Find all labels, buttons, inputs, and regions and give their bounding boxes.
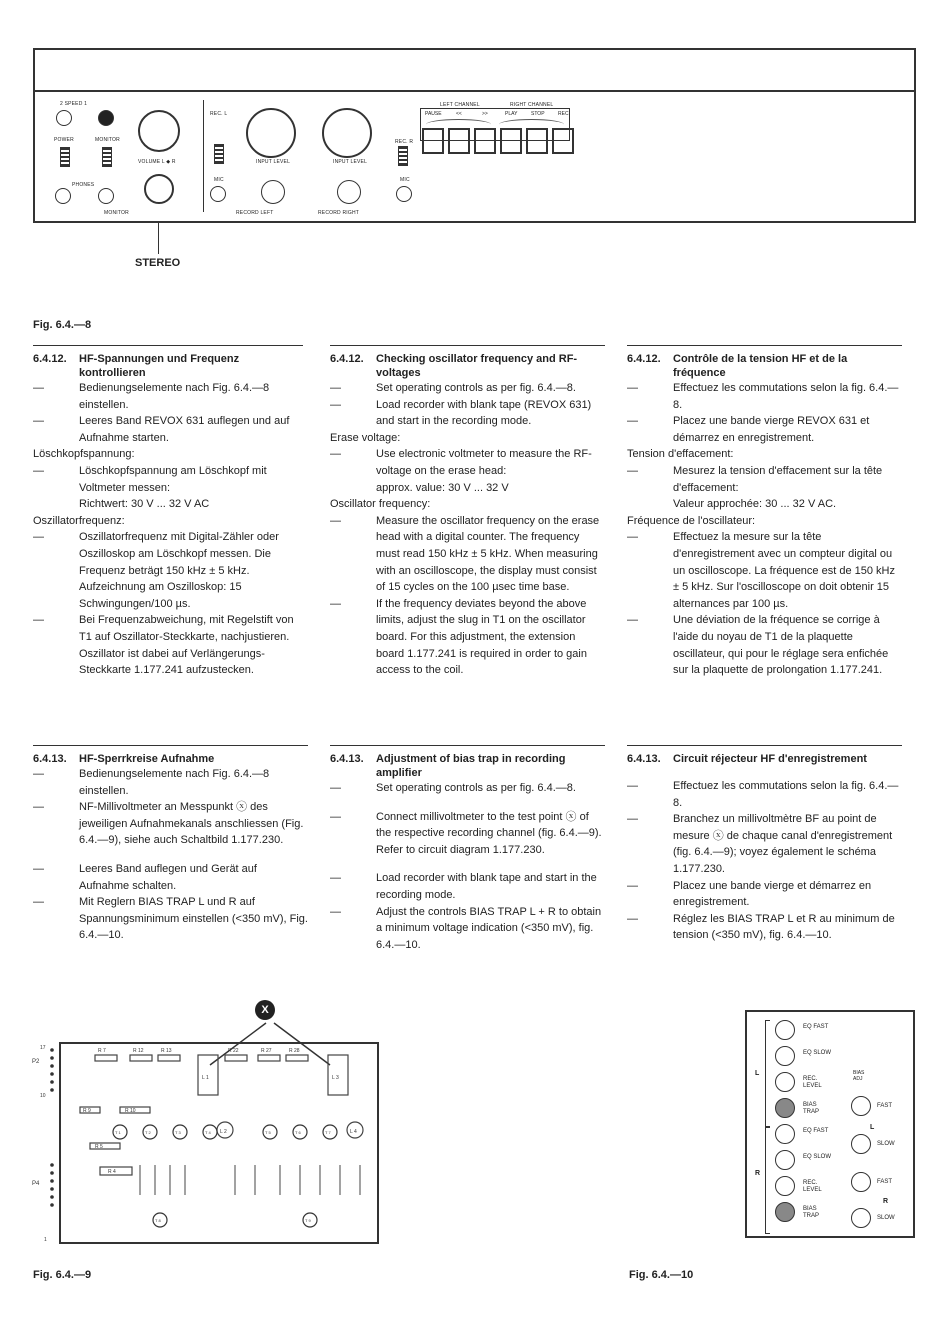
rule-fr-12	[627, 345, 902, 346]
paragraph-text: Löschkopfspannung am Löschkopf mit Voltmeter messen:	[79, 464, 267, 494]
label-r27: R 27	[261, 1048, 272, 1054]
pin-17-label: 17	[40, 1045, 46, 1051]
label-t1: T 1	[115, 1130, 121, 1135]
resistor-r13	[158, 1055, 180, 1061]
bias-adj-trimmer-icon	[851, 1208, 871, 1228]
bias-l-label: L	[870, 1124, 875, 1131]
paragraph: Richtwert: 30 V ... 32 V AC	[79, 498, 210, 511]
paragraph-text: Effectuez les commutations selon la fig. 6.4.—8.	[673, 780, 899, 809]
bias-adj-label: SLOW	[877, 1215, 895, 1221]
label-t4: T 4	[205, 1130, 211, 1135]
trimmer-label: EQ FAST	[803, 1024, 829, 1030]
paragraph-text: Use electronic voltmeter to measure the RF-voltage on the erase head:	[376, 448, 592, 477]
resistor-r22	[225, 1055, 247, 1061]
paragraph-text: NF-Millivoltmeter an Messpunkt ⓧ des jeweiligen Aufnahmekanals anschliessen (Fig. 6.4.—9), siehe auch Schaltbild 1.177.230.	[79, 801, 304, 847]
section-13-de	[33, 752, 308, 944]
paragraph: — Leeres Band REVOX 631 auflegen und auf Aufnahme starten.	[33, 413, 308, 446]
section-title: Checking oscillator frequency and RF-voltages	[376, 353, 578, 379]
section-number: 6.4.13.	[330, 753, 364, 765]
rule-de-12	[33, 345, 303, 346]
pin-1-label: 1	[44, 1237, 47, 1243]
stop-label: STOP	[531, 111, 545, 117]
record-left-label: RECORD LEFT	[236, 210, 274, 216]
trimmer-icon	[775, 1046, 795, 1066]
paragraph: Tension d'effacement:	[627, 448, 734, 461]
section-title: HF-Sperrkreise Aufnahme	[79, 753, 215, 765]
input-selector-l-knob	[261, 180, 285, 204]
paragraph: — Bedienungselemente nach Fig. 6.4.—8 einstellen.	[33, 380, 308, 413]
paragraph: — Effectuez la mesure sur la tête d'enregistrement avec un compteur digital ou un oscilloscope. La fréquence est de 150 kHz ± 5 kHz. Sur l'oscilloscope on doit obtenir 15 alternances par 100 µs.	[627, 529, 902, 612]
circuit-board-drawing	[30, 1015, 390, 1265]
rec-r-label: REC. R	[395, 139, 414, 145]
paragraph	[330, 797, 605, 809]
section-number: 6.4.12.	[330, 353, 364, 365]
input-level-l-knob	[246, 108, 296, 158]
rule-en-12	[330, 345, 605, 346]
speed-label: 2 SPEED 1	[60, 101, 88, 107]
fast-forward-button	[474, 128, 496, 154]
paragraph	[627, 766, 902, 778]
paragraph: — Mesurez la tension d'effacement sur la tête d'effacement:	[627, 463, 902, 496]
label-r10: R 10	[125, 1108, 136, 1114]
paragraph: Erase voltage:	[330, 431, 401, 444]
section-title: Circuit réjecteur HF d'enregistrement	[673, 753, 867, 765]
mic-r-label: MIC	[400, 177, 410, 183]
input-level-l-label: INPUT LEVEL	[256, 159, 291, 165]
paragraph-text: Branchez un millivoltmètre BF au point de mesure ⓧ de chaque canal d'enregistrement (fig. 6.4.—9); voyez également le schéma 1.177.230.	[673, 813, 893, 875]
mic-l-jack	[210, 186, 226, 202]
phones-jack-right	[98, 188, 114, 204]
rec-button	[552, 128, 574, 154]
panel-divider	[203, 100, 204, 212]
section-title: HF-Spannungen und Frequenz kontrollieren	[79, 353, 240, 379]
paragraph: Fréquence de l'oscillateur:	[627, 514, 756, 527]
paragraph: — Mit Reglern BIAS TRAP L und R auf Spannungsminimum einstellen (<350 mV), Fig. 6.4.—10.	[33, 894, 308, 944]
play-label: PLAY	[505, 111, 518, 117]
bias-adj-label: SLOW	[877, 1141, 895, 1147]
rule-fr-13	[627, 745, 902, 746]
mic-l-label: MIC	[214, 177, 224, 183]
paragraph: — Bei Frequenzabweichung, mit Regelstift von T1 auf Oszillator-Steckkarte, nachjustieren. Oszillator ist dabei auf Verlängerungs-Steckkarte 1.177.241 aufzustecken.	[33, 612, 308, 678]
section-title: Contrôle de la tension HF et de la fréquence	[673, 353, 848, 379]
bias-r-label: R	[883, 1198, 889, 1205]
input-selector-r-knob	[337, 180, 361, 204]
paragraph: — Connect millivoltmeter to the test point ⓧ of the respective recording channel (fig. 6.4.—9). Refer to circuit diagram 1.177.230.	[330, 809, 605, 859]
label-l3: L 3	[332, 1075, 339, 1081]
trimmer-label: REC. LEVEL	[803, 1076, 822, 1089]
adjustment-layout-box	[745, 1010, 915, 1238]
paragraph	[330, 858, 605, 870]
label-t9: T 9	[305, 1218, 311, 1223]
stereo-selector-knob	[144, 174, 174, 204]
rewind-button	[448, 128, 470, 154]
trimmer-label: BIAS TRAP	[803, 1102, 820, 1115]
trimmer-icon	[775, 1176, 795, 1196]
paragraph-text: Leeres Band REVOX 631 auflegen und auf Aufnahme starten.	[79, 415, 290, 444]
label-r5: R 5	[95, 1144, 103, 1150]
bias-adj-trimmer-icon	[851, 1134, 871, 1154]
label-r28: R 28	[289, 1048, 300, 1054]
phones-jack-left	[55, 188, 71, 204]
rewind-label: <<	[456, 111, 462, 117]
monitor-switch	[102, 147, 112, 167]
fig-8-caption: Fig. 6.4.—8	[33, 319, 92, 331]
resistor-r28	[286, 1055, 308, 1061]
paragraph-text: Réglez les BIAS TRAP L et R au minimum de tension (<350 mV), fig. 6.4.—10.	[673, 912, 895, 942]
label-r12: R 12	[133, 1048, 144, 1054]
trimmer-icon	[775, 1150, 795, 1170]
label-r4: R 4	[108, 1169, 116, 1175]
test-point-marker-icon: X	[255, 1000, 275, 1020]
paragraph: — Effectuez les commutations selon la fig. 6.4.—8.	[627, 380, 902, 413]
paragraph: — Set operating controls as per fig. 6.4.—8.	[330, 380, 605, 397]
section-title: Adjustment of bias trap in recording amplifier	[376, 753, 566, 779]
paragraph-text: Oszillatorfrequenz mit Digital-Zähler oder Oszilloskop am Löschkopf messen. Die Frequenz beträgt 150 kHz ± 5 kHz. Aufzeichnung am Oszilloskop: 15 Schwingungen/100 µs.	[79, 531, 279, 610]
trimmer-icon	[775, 1020, 795, 1040]
paragraph: — Une déviation de la fréquence se corrige à l'aide du noyau de T1 de la plaquette oscillateur, qui pour le réglage sera enfichée sur la plaquette de prolongation 1.177.241.	[627, 612, 902, 678]
mic-r-jack	[396, 186, 412, 202]
trimmer-label: EQ SLOW	[803, 1154, 832, 1160]
resistor-r7	[95, 1055, 117, 1061]
paragraph: — Löschkopfspannung am Löschkopf mit Voltmeter messen:	[33, 463, 308, 496]
paragraph: — Branchez un millivoltmètre BF au point de mesure ⓧ de chaque canal d'enregistrement (fig. 6.4.—9); voyez également le schéma 1.177.230.	[627, 811, 902, 877]
label-t5: T 5	[265, 1130, 271, 1135]
channel-l-label: L	[755, 1070, 760, 1077]
paragraph: — Measure the oscillator frequency on the erase head with a digital counter. The frequency must read 150 kHz ± 5 kHz. When measuring with an oscilloscope, the display must consist of 15 cycles on the 100 µsec time base.	[330, 513, 605, 596]
rec-l-switch	[214, 144, 224, 164]
bracket-left-l	[765, 1020, 770, 1127]
trimmer-label: EQ FAST	[803, 1128, 829, 1134]
paragraph: — Bedienungselemente nach Fig. 6.4.—8 einstellen.	[33, 766, 308, 799]
section-heading	[627, 752, 902, 766]
resistor-r12	[130, 1055, 152, 1061]
monitor-bottom-label: MONITOR	[104, 210, 129, 216]
section-heading	[33, 352, 308, 380]
trimmer-icon	[775, 1072, 795, 1092]
bias-adj-trimmer-icon	[851, 1172, 871, 1192]
paragraph-text: Set operating controls as per fig. 6.4.—8.	[376, 782, 576, 794]
section-heading	[33, 752, 308, 766]
paragraph: — Effectuez les commutations selon la fig. 6.4.—8.	[627, 778, 902, 811]
paragraph: — Placez une bande vierge REVOX 631 et démarrez en enregistrement.	[627, 413, 902, 446]
bias-adj-trimmer-icon	[851, 1096, 871, 1116]
pause-label: PAUSE	[425, 111, 442, 117]
paragraph-text: Bei Frequenzabweichung, mit Regelstift von T1 auf Oszillator-Steckkarte, nachjustieren. Oszillator ist dabei auf Verlängerungs-Steckkarte 1.177.241 aufzustecken.	[79, 614, 294, 677]
paragraph: Löschkopfspannung:	[33, 448, 135, 461]
speed-2-button	[56, 110, 72, 126]
section-13-fr	[627, 752, 902, 944]
paragraph-text: Mesurez la tension d'effacement sur la tête d'effacement:	[673, 464, 883, 494]
paragraph-text: Set operating controls as per fig. 6.4.—8.	[376, 382, 576, 394]
paragraph-text: Une déviation de la fréquence se corrige à l'aide du noyau de T1 de la plaquette oscillateur, qui pour le réglage sera enfichée sur la plaquette de prolongation 1.177.241.	[673, 614, 889, 677]
paragraph-text: Load recorder with blank tape and start in the recording mode.	[376, 872, 597, 901]
section-number: 6.4.13.	[33, 753, 67, 765]
fig-10-caption: Fig. 6.4.—10	[629, 1269, 694, 1281]
label-r7: R 7	[98, 1048, 106, 1054]
section-13-en	[330, 752, 605, 953]
phones-label: PHONES	[72, 182, 95, 188]
paragraph-text: Adjust the controls BIAS TRAP L + R to obtain a minimum voltage indication (<350 mV), fig. 6.4.—10.	[376, 905, 602, 951]
paragraph: approx. value: 30 V ... 32 V	[376, 481, 509, 494]
label-l1: L 1	[202, 1075, 209, 1081]
paragraph-text: Placez une bande vierge et démarrez en enregistrement.	[673, 879, 872, 909]
paragraph: — Placez une bande vierge et démarrez en enregistrement.	[627, 878, 902, 911]
label-l2: L 2	[220, 1129, 227, 1135]
play-button	[500, 128, 522, 154]
section-number: 6.4.12.	[627, 353, 661, 365]
paragraph-text: Load recorder with blank tape (REVOX 631) and start in the recording mode.	[376, 398, 592, 428]
stop-button	[526, 128, 548, 154]
bias-trap-trimmer-icon	[775, 1202, 795, 1222]
pin-10-label: 10	[40, 1093, 46, 1099]
paragraph: Oscillator frequency:	[330, 498, 431, 511]
trimmer-icon	[775, 1124, 795, 1144]
paragraph-text: Placez une bande vierge REVOX 631 et démarrez en enregistrement.	[673, 415, 870, 444]
paragraph-text: If the frequency deviates beyond the above limits, adjust the slug in T1 on the oscillator board. For this adjustment, the extension board 1.177.241 is required in order to gain access to the coil.	[376, 597, 587, 677]
paragraph	[33, 849, 308, 861]
label-t2: T 2	[145, 1130, 151, 1135]
paragraph-text: Effectuez les commutations selon la fig. 6.4.—8.	[673, 382, 899, 411]
section-heading	[330, 352, 605, 380]
trimmer-label: EQ SLOW	[803, 1050, 832, 1056]
rec-r-switch	[398, 146, 408, 166]
rec-label: REC	[558, 111, 569, 117]
label-t3: T 3	[175, 1130, 181, 1135]
section-12-fr	[627, 352, 902, 679]
fig-9-caption: Fig. 6.4.—9	[33, 1269, 92, 1281]
power-label: POWER	[54, 137, 74, 143]
right-channel-label: RIGHT CHANNEL	[510, 102, 554, 108]
section-12-en	[330, 352, 605, 679]
power-switch	[60, 147, 70, 167]
paragraph: — If the frequency deviates beyond the above limits, adjust the slug in T1 on the oscillator board. For this adjustment, the extension board 1.177.241 is required in order to gain access to the coil.	[330, 596, 605, 679]
input-level-r-label: INPUT LEVEL	[333, 159, 368, 165]
rule-de-13	[33, 745, 308, 746]
left-channel-label: LEFT CHANNEL	[440, 102, 480, 108]
section-12-de	[33, 352, 308, 679]
bias-adj-label: FAST	[877, 1179, 893, 1185]
paragraph: — Load recorder with blank tape and start in the recording mode.	[330, 870, 605, 903]
label-r22: R 22	[228, 1048, 239, 1054]
fast-forward-label: >>	[482, 111, 488, 117]
section-number: 6.4.13.	[627, 753, 661, 765]
speed-1-button	[98, 110, 114, 126]
label-r13: R 13	[161, 1048, 172, 1054]
bias-adj-label: BIAS ADJ	[853, 1070, 865, 1082]
input-level-r-knob	[322, 108, 372, 158]
label-t8: T 8	[155, 1218, 161, 1223]
connector-p2-label: P2	[32, 1059, 40, 1065]
label-r9: R 9	[83, 1108, 91, 1114]
volume-label: VOLUME L ◆ R	[138, 159, 176, 165]
paragraph: Oszillatorfrequenz:	[33, 514, 125, 527]
section-heading	[330, 752, 605, 780]
trimmer-label: REC. LEVEL	[803, 1180, 822, 1193]
paragraph-text: Leeres Band auflegen und Gerät auf Aufnahme schalten.	[79, 862, 257, 892]
paragraph: — Adjust the controls BIAS TRAP L + R to obtain a minimum voltage indication (<350 mV), fig. 6.4.—10.	[330, 904, 605, 954]
bias-adj-label: FAST	[877, 1103, 893, 1109]
label-t6: T 6	[295, 1130, 301, 1135]
stereo-pointer-line	[158, 222, 159, 254]
monitor-label: MONITOR	[95, 137, 120, 143]
resistor-r27	[258, 1055, 280, 1061]
paragraph-text: Connect millivoltmeter to the test point ⓧ of the respective recording channel (fig. 6.4.—9). Refer to circuit diagram 1.177.230.	[376, 810, 602, 856]
paragraph: — Set operating controls as per fig. 6.4.—8.	[330, 780, 605, 797]
pause-button	[422, 128, 444, 154]
paragraph-text: Measure the oscillator frequency on the erase head with a digital counter. The frequency must read 150 kHz ± 5 kHz. When measuring with an oscilloscope, the display must consist of 15 cycles on the 100 µsec time base.	[376, 514, 600, 594]
section-heading	[627, 352, 902, 380]
paragraph-text: Bedienungselemente nach Fig. 6.4.—8 einstellen.	[79, 382, 270, 411]
bracket-left-r	[765, 1127, 770, 1234]
paragraph: — Use electronic voltmeter to measure the RF-voltage on the erase head:	[330, 446, 605, 479]
rule-en-13	[330, 745, 605, 746]
paragraph: Valeur approchée: 30 ... 32 V AC.	[673, 498, 837, 511]
label-t7: T 7	[325, 1130, 331, 1135]
paragraph-text: Mit Reglern BIAS TRAP L und R auf Spannungsminimum einstellen (<350 mV), Fig. 6.4.—10.	[79, 896, 308, 942]
paragraph: — Leeres Band auflegen und Gerät auf Aufnahme schalten.	[33, 861, 308, 894]
label-l4: L 4	[350, 1129, 357, 1135]
channel-r-label: R	[755, 1170, 761, 1177]
paragraph-text: Bedienungselemente nach Fig. 6.4.—8 einstellen.	[79, 768, 270, 797]
trimmer-label: BIAS TRAP	[803, 1206, 820, 1219]
stereo-callout: STEREO	[135, 257, 181, 269]
paragraph-text: Effectuez la mesure sur la tête d'enregistrement avec un compteur digital ou un oscilloscope. La fréquence est de 150 kHz ± 5 kHz. Sur l'oscilloscope on doit obtenir 15 alternances par 100 µs.	[673, 531, 895, 610]
section-number: 6.4.12.	[33, 353, 67, 365]
bias-trap-trimmer-icon	[775, 1098, 795, 1118]
connector-p4-label: P4	[32, 1181, 40, 1187]
rec-l-label: REC. L	[210, 111, 228, 117]
paragraph: — NF-Millivoltmeter an Messpunkt ⓧ des jeweiligen Aufnahmekanals anschliessen (Fig. 6.4.—9), siehe auch Schaltbild 1.177.230.	[33, 799, 308, 849]
record-right-label: RECORD RIGHT	[318, 210, 360, 216]
paragraph: — Load recorder with blank tape (REVOX 631) and start in the recording mode.	[330, 397, 605, 430]
resistor-r4	[100, 1167, 132, 1175]
paragraph: — Réglez les BIAS TRAP L et R au minimum de tension (<350 mV), fig. 6.4.—10.	[627, 911, 902, 944]
volume-knob	[138, 110, 180, 152]
paragraph: — Oszillatorfrequenz mit Digital-Zähler oder Oszilloskop am Löschkopf messen. Die Frequenz beträgt 150 kHz ± 5 kHz. Aufzeichnung am Oszilloskop: 15 Schwingungen/100 µs.	[33, 529, 308, 612]
